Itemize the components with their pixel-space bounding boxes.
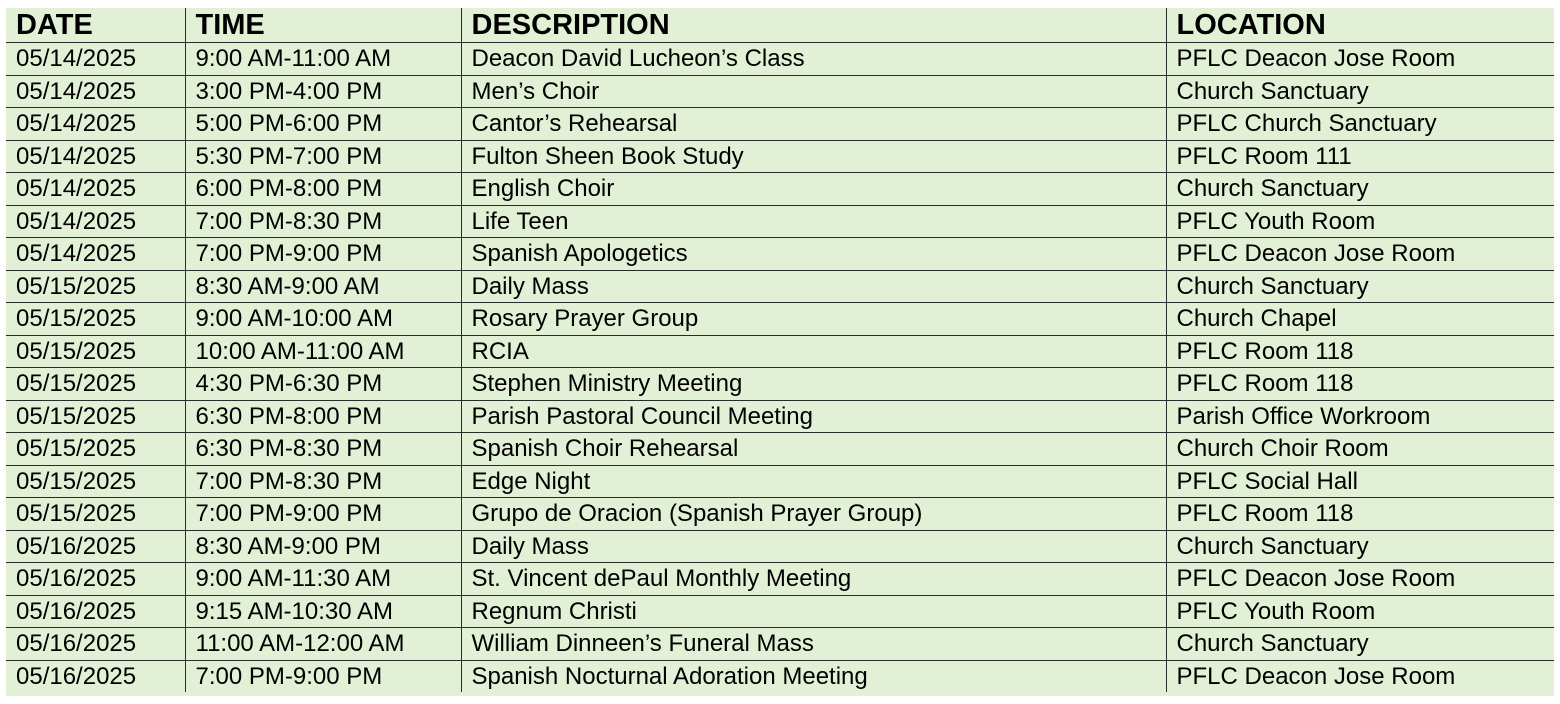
cell-date: 05/15/2025 — [6, 335, 185, 368]
cell-description: William Dinneen’s Funeral Mass — [461, 628, 1166, 661]
cell-date: 05/16/2025 — [6, 628, 185, 661]
cell-time: 7:00 PM-9:00 PM — [185, 238, 461, 271]
table-row — [6, 205, 1554, 238]
table-row — [6, 498, 1554, 531]
cell-description: Fulton Sheen Book Study — [461, 140, 1166, 173]
cell-date: 05/16/2025 — [6, 530, 185, 563]
cell-location: PFLC Room 111 — [1166, 140, 1554, 173]
cell-location: PFLC Church Sanctuary — [1166, 108, 1554, 141]
cell-description: Grupo de Oracion (Spanish Prayer Group) — [461, 498, 1166, 531]
cell-date: 05/14/2025 — [6, 43, 185, 76]
table-row — [6, 303, 1554, 336]
cell-description: Spanish Choir Rehearsal — [461, 433, 1166, 466]
cell-location: PFLC Youth Room — [1166, 595, 1554, 628]
cell-location: PFLC Room 118 — [1166, 498, 1554, 531]
cell-location: Church Sanctuary — [1166, 75, 1554, 108]
table-row — [6, 335, 1554, 368]
cell-location: Church Sanctuary — [1166, 530, 1554, 563]
cell-location: PFLC Deacon Jose Room — [1166, 238, 1554, 271]
cell-description: Edge Night — [461, 465, 1166, 498]
cell-date: 05/16/2025 — [6, 660, 185, 692]
cell-time: 9:15 AM-10:30 AM — [185, 595, 461, 628]
cell-date: 05/14/2025 — [6, 75, 185, 108]
cell-date: 05/15/2025 — [6, 498, 185, 531]
cell-location: PFLC Deacon Jose Room — [1166, 43, 1554, 76]
header-location: LOCATION — [1166, 8, 1554, 43]
cell-time: 9:00 AM-10:00 AM — [185, 303, 461, 336]
cell-date: 05/14/2025 — [6, 108, 185, 141]
cell-date: 05/15/2025 — [6, 433, 185, 466]
cell-date: 05/15/2025 — [6, 368, 185, 401]
table-row — [6, 660, 1554, 692]
cell-description: Rosary Prayer Group — [461, 303, 1166, 336]
cell-date: 05/14/2025 — [6, 173, 185, 206]
table-row — [6, 465, 1554, 498]
cell-description: Regnum Christi — [461, 595, 1166, 628]
cell-description: St. Vincent dePaul Monthly Meeting — [461, 563, 1166, 596]
cell-date: 05/15/2025 — [6, 303, 185, 336]
table-row — [6, 433, 1554, 466]
cell-time: 7:00 PM-9:00 PM — [185, 660, 461, 692]
cell-time: 3:00 PM-4:00 PM — [185, 75, 461, 108]
cell-date: 05/14/2025 — [6, 205, 185, 238]
cell-time: 9:00 AM-11:30 AM — [185, 563, 461, 596]
cell-time: 10:00 AM-11:00 AM — [185, 335, 461, 368]
cell-time: 7:00 PM-9:00 PM — [185, 498, 461, 531]
cell-description: English Choir — [461, 173, 1166, 206]
cell-description: Parish Pastoral Council Meeting — [461, 400, 1166, 433]
table-row — [6, 140, 1554, 173]
table-row — [6, 628, 1554, 661]
cell-location: PFLC Social Hall — [1166, 465, 1554, 498]
cell-time: 4:30 PM-6:30 PM — [185, 368, 461, 401]
cell-time: 8:30 AM-9:00 PM — [185, 530, 461, 563]
table-row — [6, 368, 1554, 401]
cell-location: Parish Office Workroom — [1166, 400, 1554, 433]
cell-description: Spanish Apologetics — [461, 238, 1166, 271]
cell-date: 05/14/2025 — [6, 140, 185, 173]
cell-date: 05/15/2025 — [6, 465, 185, 498]
cell-time: 6:30 PM-8:00 PM — [185, 400, 461, 433]
cell-description: Spanish Nocturnal Adoration Meeting — [461, 660, 1166, 692]
cell-location: PFLC Room 118 — [1166, 335, 1554, 368]
table-row — [6, 270, 1554, 303]
cell-location: PFLC Youth Room — [1166, 205, 1554, 238]
table-row — [6, 75, 1554, 108]
cell-time: 11:00 AM-12:00 AM — [185, 628, 461, 661]
cell-location: PFLC Deacon Jose Room — [1166, 563, 1554, 596]
cell-description: Deacon David Lucheon’s Class — [461, 43, 1166, 76]
cell-time: 9:00 AM-11:00 AM — [185, 43, 461, 76]
cell-location: PFLC Room 118 — [1166, 368, 1554, 401]
header-description: DESCRIPTION — [461, 8, 1166, 43]
table-row — [6, 173, 1554, 206]
header-time: TIME — [185, 8, 461, 43]
table-row — [6, 238, 1554, 271]
cell-location: Church Sanctuary — [1166, 173, 1554, 206]
header-date: DATE — [6, 8, 185, 43]
cell-description: Daily Mass — [461, 270, 1166, 303]
cell-location: Church Choir Room — [1166, 433, 1554, 466]
table-row — [6, 108, 1554, 141]
table-row — [6, 400, 1554, 433]
cell-date: 05/15/2025 — [6, 270, 185, 303]
table-row — [6, 530, 1554, 563]
cell-date: 05/16/2025 — [6, 595, 185, 628]
cell-description: Daily Mass — [461, 530, 1166, 563]
table-row — [6, 43, 1554, 76]
cell-location: Church Sanctuary — [1166, 628, 1554, 661]
cell-time: 5:00 PM-6:00 PM — [185, 108, 461, 141]
cell-date: 05/15/2025 — [6, 400, 185, 433]
schedule-table — [6, 8, 1554, 692]
cell-time: 6:30 PM-8:30 PM — [185, 433, 461, 466]
cell-description: Stephen Ministry Meeting — [461, 368, 1166, 401]
cell-time: 8:30 AM-9:00 AM — [185, 270, 461, 303]
cell-description: Life Teen — [461, 205, 1166, 238]
cell-time: 7:00 PM-8:30 PM — [185, 205, 461, 238]
header-row — [6, 8, 1554, 43]
cell-location: PFLC Deacon Jose Room — [1166, 660, 1554, 692]
schedule-body — [6, 43, 1554, 693]
cell-description: Men’s Choir — [461, 75, 1166, 108]
cell-time: 5:30 PM-7:00 PM — [185, 140, 461, 173]
cell-description: RCIA — [461, 335, 1166, 368]
cell-date: 05/16/2025 — [6, 563, 185, 596]
cell-location: Church Chapel — [1166, 303, 1554, 336]
cell-description: Cantor’s Rehearsal — [461, 108, 1166, 141]
cell-location: Church Sanctuary — [1166, 270, 1554, 303]
cell-date: 05/14/2025 — [6, 238, 185, 271]
cell-time: 6:00 PM-8:00 PM — [185, 173, 461, 206]
cell-time: 7:00 PM-8:30 PM — [185, 465, 461, 498]
table-row — [6, 563, 1554, 596]
schedule-sheet — [6, 8, 1554, 696]
table-row — [6, 595, 1554, 628]
